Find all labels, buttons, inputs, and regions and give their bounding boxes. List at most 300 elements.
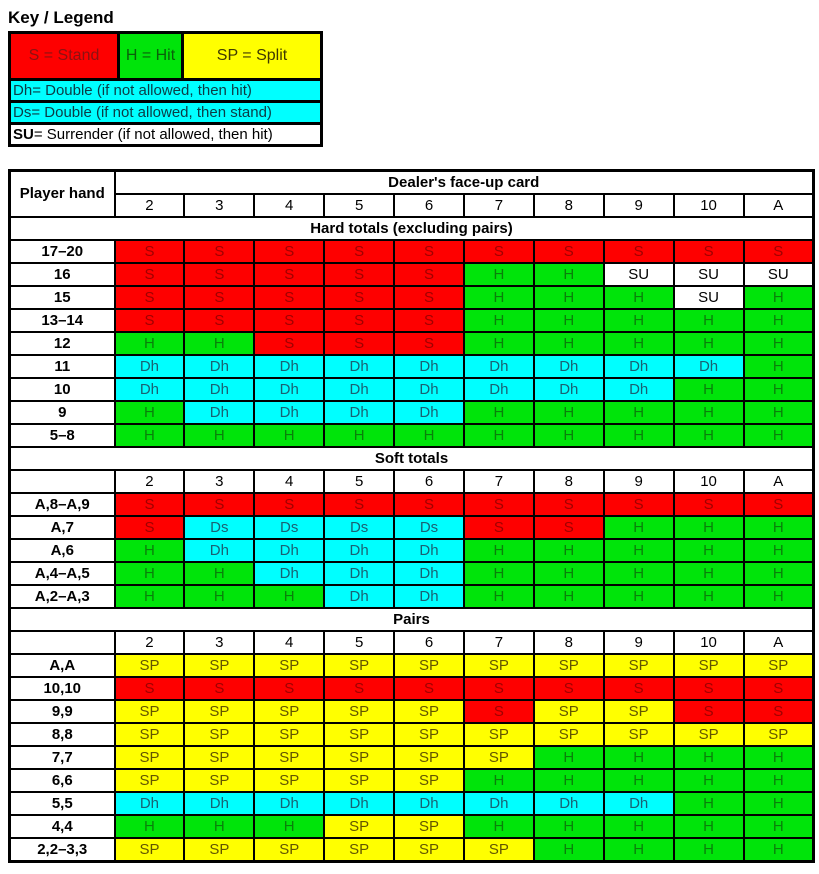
table-row bbox=[10, 700, 814, 723]
table-row bbox=[10, 332, 814, 355]
strategy-cell: SP bbox=[254, 746, 324, 769]
strategy-cell: H bbox=[184, 815, 254, 838]
row-label: 12 bbox=[10, 332, 115, 355]
strategy-cell: SP bbox=[254, 700, 324, 723]
strategy-cell: H bbox=[534, 263, 604, 286]
section-title: Soft totals bbox=[10, 447, 814, 470]
strategy-cell: Dh bbox=[324, 792, 394, 815]
strategy-cell: SP bbox=[464, 723, 534, 746]
strategy-cell: Dh bbox=[254, 401, 324, 424]
strategy-cell: Dh bbox=[184, 378, 254, 401]
strategy-cell: S bbox=[604, 240, 674, 263]
strategy-cell: S bbox=[394, 309, 464, 332]
strategy-cell: H bbox=[674, 562, 744, 585]
strategy-cell: H bbox=[464, 815, 534, 838]
strategy-cell: SP bbox=[254, 838, 324, 862]
strategy-cell: SP bbox=[254, 769, 324, 792]
table-row bbox=[10, 654, 814, 677]
strategy-cell: Ds bbox=[184, 516, 254, 539]
strategy-cell: Dh bbox=[534, 792, 604, 815]
strategy-cell: SP bbox=[184, 746, 254, 769]
dealer-card-header: 3 bbox=[184, 470, 254, 493]
row-label: A,6 bbox=[10, 539, 115, 562]
strategy-cell: S bbox=[464, 240, 534, 263]
strategy-cell: SP bbox=[254, 654, 324, 677]
strategy-cell: SP bbox=[115, 654, 185, 677]
dealer-card-header: 5 bbox=[324, 631, 394, 654]
strategy-cell: H bbox=[534, 286, 604, 309]
strategy-cell: H bbox=[604, 286, 674, 309]
strategy-cell: Dh bbox=[394, 539, 464, 562]
strategy-cell: Dh bbox=[394, 355, 464, 378]
strategy-cell: Dh bbox=[394, 585, 464, 608]
strategy-cell: SU bbox=[604, 263, 674, 286]
strategy-cell: S bbox=[604, 677, 674, 700]
dealer-card-header: 9 bbox=[604, 631, 674, 654]
table-row bbox=[10, 585, 814, 608]
strategy-cell: H bbox=[115, 539, 185, 562]
strategy-cell: H bbox=[674, 401, 744, 424]
strategy-cell: H bbox=[254, 424, 324, 447]
strategy-cell: S bbox=[604, 493, 674, 516]
strategy-cell: H bbox=[324, 424, 394, 447]
strategy-cell: H bbox=[674, 585, 744, 608]
strategy-cell: SU bbox=[744, 263, 814, 286]
dealer-card-header: 4 bbox=[254, 194, 324, 217]
strategy-cell: Ds bbox=[324, 516, 394, 539]
strategy-cell: SP bbox=[394, 700, 464, 723]
strategy-cell: H bbox=[604, 562, 674, 585]
strategy-cell: SP bbox=[324, 723, 394, 746]
legend-line-double-stand bbox=[11, 100, 320, 122]
dealer-card-header: 5 bbox=[324, 194, 394, 217]
strategy-cell: S bbox=[115, 286, 185, 309]
strategy-cell: H bbox=[115, 401, 185, 424]
legend-swatch-hit bbox=[117, 34, 181, 78]
legend-line-surrender bbox=[11, 122, 320, 144]
strategy-cell: S bbox=[115, 516, 185, 539]
strategy-cell: H bbox=[184, 332, 254, 355]
strategy-cell: SU bbox=[674, 263, 744, 286]
strategy-cell: Dh bbox=[604, 378, 674, 401]
strategy-cell: H bbox=[744, 585, 814, 608]
strategy-cell: Dh bbox=[464, 378, 534, 401]
row-label: 9 bbox=[10, 401, 115, 424]
legend-line-double-hit-code: Dh bbox=[13, 82, 33, 99]
strategy-cell: H bbox=[744, 309, 814, 332]
dealer-card-header: 6 bbox=[394, 631, 464, 654]
strategy-cell: SP bbox=[464, 746, 534, 769]
strategy-cell: H bbox=[744, 815, 814, 838]
dealer-card-header: 5 bbox=[324, 470, 394, 493]
strategy-cell: H bbox=[184, 424, 254, 447]
strategy-cell: S bbox=[254, 263, 324, 286]
table-row bbox=[10, 263, 814, 286]
strategy-cell: S bbox=[744, 677, 814, 700]
strategy-cell: Dh bbox=[324, 378, 394, 401]
strategy-cell: S bbox=[184, 493, 254, 516]
strategy-cell: S bbox=[464, 516, 534, 539]
strategy-cell: Dh bbox=[184, 539, 254, 562]
strategy-cell: SP bbox=[394, 654, 464, 677]
strategy-cell: SP bbox=[464, 838, 534, 862]
strategy-cell: S bbox=[464, 677, 534, 700]
strategy-cell: H bbox=[115, 815, 185, 838]
strategy-cell: H bbox=[674, 539, 744, 562]
strategy-cell: Dh bbox=[324, 401, 394, 424]
strategy-cell: H bbox=[674, 746, 744, 769]
strategy-cell: H bbox=[464, 332, 534, 355]
strategy-cell: H bbox=[254, 585, 324, 608]
strategy-cell: SP bbox=[324, 654, 394, 677]
strategy-cell: H bbox=[534, 424, 604, 447]
strategy-cell: H bbox=[744, 378, 814, 401]
dealer-card-header: 10 bbox=[674, 470, 744, 493]
row-label: 17–20 bbox=[10, 240, 115, 263]
strategy-cell: SP bbox=[324, 746, 394, 769]
blank-header-cell bbox=[10, 631, 115, 654]
player-hand-header: Player hand bbox=[10, 171, 115, 218]
strategy-cell: S bbox=[534, 677, 604, 700]
legend-line-surrender-code: SU bbox=[13, 126, 34, 143]
row-label: 9,9 bbox=[10, 700, 115, 723]
strategy-cell: Dh bbox=[464, 355, 534, 378]
strategy-cell: S bbox=[184, 240, 254, 263]
strategy-cell: S bbox=[184, 286, 254, 309]
strategy-cell: H bbox=[604, 769, 674, 792]
strategy-cell: H bbox=[604, 401, 674, 424]
dealer-card-header: 2 bbox=[115, 194, 185, 217]
section-title: Pairs bbox=[10, 608, 814, 631]
dealer-card-header: 8 bbox=[534, 631, 604, 654]
strategy-cell: S bbox=[115, 677, 185, 700]
strategy-cell: H bbox=[464, 585, 534, 608]
legend-line-double-hit bbox=[11, 78, 320, 100]
table-row bbox=[10, 815, 814, 838]
strategy-cell: Dh bbox=[324, 355, 394, 378]
strategy-cell: Dh bbox=[324, 585, 394, 608]
strategy-cell: Ds bbox=[254, 516, 324, 539]
strategy-cell: S bbox=[394, 240, 464, 263]
legend-swatch-row bbox=[11, 34, 320, 78]
strategy-cell: S bbox=[324, 493, 394, 516]
strategy-cell: H bbox=[534, 585, 604, 608]
row-label: A,7 bbox=[10, 516, 115, 539]
legend-line-double-stand-text: = Double (if not allowed, then stand) bbox=[31, 104, 272, 121]
strategy-cell: H bbox=[115, 585, 185, 608]
table-row bbox=[10, 424, 814, 447]
strategy-cell: S bbox=[744, 493, 814, 516]
strategy-cell: Ds bbox=[394, 516, 464, 539]
strategy-cell: SP bbox=[534, 723, 604, 746]
strategy-cell: Dh bbox=[115, 378, 185, 401]
strategy-cell: SP bbox=[115, 769, 185, 792]
strategy-cell: H bbox=[744, 355, 814, 378]
strategy-cell: SP bbox=[115, 723, 185, 746]
dealer-card-header: 7 bbox=[464, 631, 534, 654]
strategy-cell: H bbox=[534, 815, 604, 838]
dealer-card-header: 9 bbox=[604, 194, 674, 217]
table-row bbox=[10, 378, 814, 401]
table-row bbox=[10, 746, 814, 769]
strategy-cell: Dh bbox=[394, 378, 464, 401]
strategy-cell: SP bbox=[604, 723, 674, 746]
strategy-cell: S bbox=[254, 309, 324, 332]
strategy-cell: S bbox=[394, 493, 464, 516]
strategy-cell: H bbox=[115, 562, 185, 585]
strategy-cell: SP bbox=[184, 700, 254, 723]
strategy-cell: H bbox=[464, 562, 534, 585]
strategy-cell: H bbox=[604, 309, 674, 332]
dealer-card-header: A bbox=[744, 194, 814, 217]
strategy-cell: S bbox=[674, 677, 744, 700]
dealer-faceup-header: Dealer's face-up card bbox=[115, 171, 814, 195]
strategy-cell: H bbox=[604, 838, 674, 862]
strategy-cell: S bbox=[254, 493, 324, 516]
strategy-cell: H bbox=[464, 286, 534, 309]
strategy-cell: SP bbox=[394, 746, 464, 769]
strategy-cell: H bbox=[534, 309, 604, 332]
row-label: A,8–A,9 bbox=[10, 493, 115, 516]
strategy-cell: H bbox=[604, 516, 674, 539]
row-label: 2,2–3,3 bbox=[10, 838, 115, 862]
dealer-card-header: 2 bbox=[115, 631, 185, 654]
strategy-cell: H bbox=[674, 815, 744, 838]
strategy-cell: S bbox=[115, 263, 185, 286]
strategy-cell: SU bbox=[674, 286, 744, 309]
strategy-cell: H bbox=[674, 309, 744, 332]
table-row bbox=[10, 286, 814, 309]
legend-swatch-stand-label: S = Stand bbox=[28, 47, 100, 64]
dealer-card-header: 4 bbox=[254, 631, 324, 654]
strategy-cell: SP bbox=[394, 769, 464, 792]
dealer-card-header: 8 bbox=[534, 194, 604, 217]
strategy-cell: S bbox=[674, 493, 744, 516]
strategy-cell: H bbox=[674, 769, 744, 792]
strategy-cell: SP bbox=[184, 769, 254, 792]
legend-box bbox=[8, 31, 323, 147]
dealer-card-header: 2 bbox=[115, 470, 185, 493]
strategy-cell: H bbox=[744, 332, 814, 355]
strategy-cell: H bbox=[604, 746, 674, 769]
strategy-cell: SP bbox=[604, 654, 674, 677]
strategy-cell: S bbox=[184, 263, 254, 286]
strategy-cell: SP bbox=[534, 654, 604, 677]
strategy-cell: H bbox=[115, 424, 185, 447]
blank-header-cell bbox=[10, 470, 115, 493]
row-label: 8,8 bbox=[10, 723, 115, 746]
strategy-cell: SP bbox=[744, 723, 814, 746]
strategy-cell: S bbox=[394, 286, 464, 309]
strategy-cell: SP bbox=[184, 654, 254, 677]
dealer-card-header: 3 bbox=[184, 631, 254, 654]
strategy-cell: SP bbox=[254, 723, 324, 746]
strategy-cell: H bbox=[394, 424, 464, 447]
strategy-cell: H bbox=[744, 539, 814, 562]
dealer-card-header: A bbox=[744, 631, 814, 654]
table-row bbox=[10, 723, 814, 746]
strategy-cell: S bbox=[324, 332, 394, 355]
strategy-cell: S bbox=[534, 493, 604, 516]
table-row bbox=[10, 792, 814, 815]
strategy-cell: S bbox=[254, 240, 324, 263]
strategy-cell: Dh bbox=[394, 792, 464, 815]
strategy-cell: H bbox=[534, 332, 604, 355]
strategy-cell: Dh bbox=[604, 792, 674, 815]
dealer-card-header: A bbox=[744, 470, 814, 493]
table-row bbox=[10, 355, 814, 378]
strategy-cell: H bbox=[464, 424, 534, 447]
strategy-cell: SP bbox=[534, 700, 604, 723]
strategy-cell: H bbox=[604, 815, 674, 838]
dealer-card-header: 4 bbox=[254, 470, 324, 493]
strategy-cell: H bbox=[744, 424, 814, 447]
strategy-cell: Dh bbox=[115, 355, 185, 378]
strategy-cell: Dh bbox=[324, 539, 394, 562]
strategy-cell: SP bbox=[744, 654, 814, 677]
strategy-cell: S bbox=[324, 677, 394, 700]
strategy-cell: SP bbox=[184, 838, 254, 862]
legend-line-double-hit-text: = Double (if not allowed, then hit) bbox=[32, 82, 252, 99]
strategy-cell: H bbox=[604, 585, 674, 608]
dealer-card-header: 6 bbox=[394, 194, 464, 217]
table-row bbox=[10, 539, 814, 562]
strategy-cell: H bbox=[254, 815, 324, 838]
strategy-cell: S bbox=[324, 240, 394, 263]
strategy-cell: S bbox=[115, 309, 185, 332]
strategy-cell: H bbox=[604, 539, 674, 562]
strategy-cell: S bbox=[324, 263, 394, 286]
strategy-cell: S bbox=[464, 700, 534, 723]
strategy-cell: SP bbox=[184, 723, 254, 746]
strategy-cell: Dh bbox=[184, 401, 254, 424]
strategy-cell: S bbox=[324, 309, 394, 332]
legend-line-surrender-text: = Surrender (if not allowed, then hit) bbox=[33, 126, 273, 143]
strategy-cell: S bbox=[184, 309, 254, 332]
strategy-cell: H bbox=[604, 424, 674, 447]
row-label: 7,7 bbox=[10, 746, 115, 769]
dealer-card-header: 7 bbox=[464, 470, 534, 493]
table-row bbox=[10, 493, 814, 516]
strategy-cell: H bbox=[464, 401, 534, 424]
strategy-cell: SP bbox=[604, 700, 674, 723]
strategy-cell: H bbox=[674, 332, 744, 355]
strategy-cell: Dh bbox=[254, 539, 324, 562]
section-title: Hard totals (excluding pairs) bbox=[10, 217, 814, 240]
strategy-cell: H bbox=[534, 838, 604, 862]
strategy-cell: SP bbox=[394, 723, 464, 746]
row-label: 15 bbox=[10, 286, 115, 309]
dealer-card-header: 10 bbox=[674, 194, 744, 217]
table-row bbox=[10, 309, 814, 332]
strategy-cell: H bbox=[744, 286, 814, 309]
strategy-cell: H bbox=[534, 562, 604, 585]
strategy-cell: Dh bbox=[604, 355, 674, 378]
dealer-card-header: 3 bbox=[184, 194, 254, 217]
row-label: 10 bbox=[10, 378, 115, 401]
strategy-cell: SP bbox=[674, 654, 744, 677]
dealer-card-header: 9 bbox=[604, 470, 674, 493]
strategy-cell: S bbox=[254, 332, 324, 355]
strategy-cell: Dh bbox=[324, 562, 394, 585]
row-label: A,2–A,3 bbox=[10, 585, 115, 608]
strategy-cell: H bbox=[534, 746, 604, 769]
strategy-cell: H bbox=[744, 401, 814, 424]
strategy-cell: SP bbox=[115, 700, 185, 723]
strategy-cell: S bbox=[534, 240, 604, 263]
strategy-cell: SP bbox=[394, 838, 464, 862]
strategy-table bbox=[8, 169, 815, 863]
strategy-cell: Dh bbox=[254, 378, 324, 401]
strategy-cell: SP bbox=[674, 723, 744, 746]
legend-swatch-split-label: SP = Split bbox=[216, 47, 288, 64]
strategy-cell: H bbox=[744, 746, 814, 769]
strategy-cell: S bbox=[115, 493, 185, 516]
strategy-cell: H bbox=[184, 562, 254, 585]
dealer-card-header: 6 bbox=[394, 470, 464, 493]
legend-swatch-stand bbox=[11, 34, 117, 78]
strategy-cell: H bbox=[744, 792, 814, 815]
strategy-cell: S bbox=[184, 677, 254, 700]
row-label: 6,6 bbox=[10, 769, 115, 792]
strategy-cell: H bbox=[674, 424, 744, 447]
strategy-cell: Dh bbox=[115, 792, 185, 815]
strategy-cell: Dh bbox=[254, 792, 324, 815]
strategy-cell: Dh bbox=[534, 355, 604, 378]
strategy-cell: Dh bbox=[674, 355, 744, 378]
legend bbox=[8, 8, 815, 147]
strategy-cell: Dh bbox=[394, 401, 464, 424]
strategy-cell: S bbox=[115, 240, 185, 263]
row-label: 10,10 bbox=[10, 677, 115, 700]
strategy-cell: H bbox=[674, 792, 744, 815]
strategy-cell: SP bbox=[324, 838, 394, 862]
dealer-card-header: 7 bbox=[464, 194, 534, 217]
table-row bbox=[10, 562, 814, 585]
strategy-cell: S bbox=[744, 700, 814, 723]
table-row bbox=[10, 516, 814, 539]
strategy-cell: S bbox=[394, 263, 464, 286]
strategy-cell: S bbox=[254, 286, 324, 309]
row-label: 5–8 bbox=[10, 424, 115, 447]
strategy-cell: H bbox=[744, 838, 814, 862]
row-label: 5,5 bbox=[10, 792, 115, 815]
strategy-cell: H bbox=[674, 378, 744, 401]
strategy-cell: Dh bbox=[534, 378, 604, 401]
strategy-cell: H bbox=[464, 309, 534, 332]
strategy-cell: H bbox=[115, 332, 185, 355]
strategy-cell: SP bbox=[324, 815, 394, 838]
strategy-cell: Dh bbox=[184, 355, 254, 378]
strategy-cell: H bbox=[464, 769, 534, 792]
strategy-cell: S bbox=[394, 332, 464, 355]
legend-swatch-hit-label: H = Hit bbox=[125, 47, 176, 64]
table-row bbox=[10, 838, 814, 862]
strategy-cell: S bbox=[324, 286, 394, 309]
table-row bbox=[10, 677, 814, 700]
row-label: 11 bbox=[10, 355, 115, 378]
strategy-cell: S bbox=[254, 677, 324, 700]
legend-title: Key / Legend bbox=[8, 8, 114, 27]
strategy-cell: S bbox=[394, 677, 464, 700]
strategy-cell: H bbox=[674, 516, 744, 539]
strategy-cell: H bbox=[674, 838, 744, 862]
strategy-cell: SP bbox=[324, 700, 394, 723]
strategy-cell: H bbox=[744, 516, 814, 539]
strategy-cell: H bbox=[534, 401, 604, 424]
strategy-cell: Dh bbox=[254, 562, 324, 585]
table-row bbox=[10, 401, 814, 424]
